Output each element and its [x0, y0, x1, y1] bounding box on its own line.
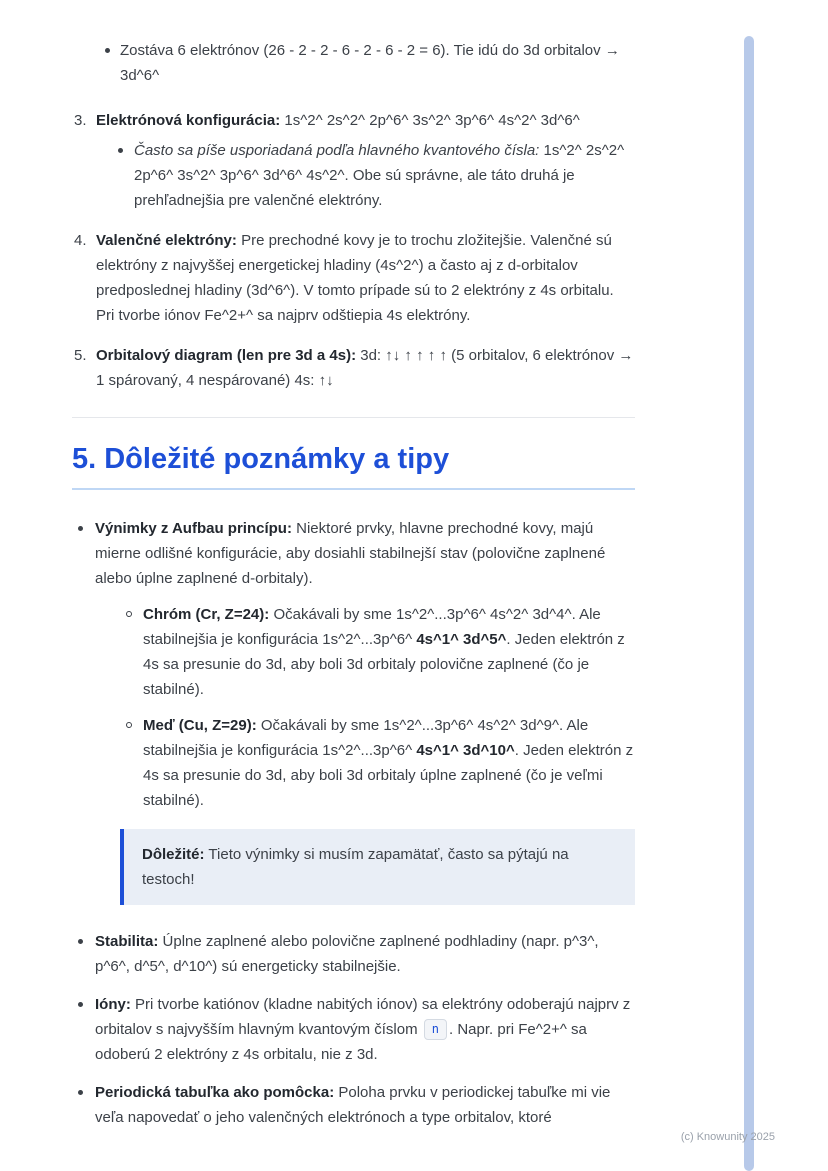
bullet-icon	[78, 1002, 83, 1007]
copyright-watermark: (c) Knowunity 2025	[680, 1131, 775, 1143]
item-number: 3.	[74, 112, 87, 129]
item-text: . Jeden elektrón z 4s sa presunie do 3d, aby boli 3d orbitaly polovične zaplnené (čo je stabilné).	[143, 631, 625, 698]
item-text: 1s^2^ 2s^2^ 2p^6^ 3s^2^ 3p^6^ 4s^2^ 3d^6^	[284, 112, 580, 129]
numbered-item-4	[72, 228, 635, 328]
bullet-icon	[78, 526, 83, 531]
callout-label: Dôležité:	[142, 846, 205, 863]
item-label: Meď (Cu, Z=29):	[143, 717, 257, 734]
bullet-icon	[78, 1090, 83, 1095]
item-bold-config: 4s^1^ 3d^10^	[416, 742, 515, 759]
item-number: 5.	[74, 347, 87, 364]
item-text: 3d: ↑↓ ↑ ↑ ↑ ↑ (5 orbitalov, 6 elektrónov → 1 spárovaný, 4 nespárované) 4s: ↑↓	[96, 347, 634, 389]
numbered-item-5	[72, 343, 635, 393]
callout-text: Tieto výnimky si musím zapamätať, často sa pýtajú na testoch!	[142, 846, 569, 888]
item-text: Niektoré prvky, hlavne prechodné kovy, majú mierne odlišné konfigurácie, aby dosiahli stabilnejší stav (polovične zaplnené alebo úplne zaplnené d-orbitaly).	[95, 520, 606, 587]
section-heading: 5. Dôležité poznámky a tipy	[72, 442, 635, 490]
item-number: 4.	[74, 232, 87, 249]
item-label: Orbitalový diagram (len pre 3d a 4s):	[96, 347, 357, 364]
sub-list-item-med	[95, 713, 635, 813]
item-paragraph	[96, 108, 635, 133]
list-item-tabulka	[72, 1080, 635, 1130]
bullet-icon	[105, 48, 110, 53]
item-text: . Jeden elektrón z 4s sa presunie do 3d, aby boli 3d orbitaly úplne zaplnené (čo je veľmi stabilné).	[143, 742, 634, 809]
item-text: Pri tvorbe katiónov (kladne nabitých iónov) sa elektróny odoberajú najprv z orbitalov s najvyšším hlavným kvantovým číslom	[95, 996, 631, 1038]
numbered-item-3	[72, 108, 635, 213]
sub-list-item-chrom	[95, 602, 635, 702]
list-item-iony	[72, 992, 635, 1067]
item-label: Stabilita:	[95, 933, 159, 950]
document-content	[72, 38, 635, 1143]
inline-code-n: n	[424, 1019, 447, 1040]
item-text: Poloha prvku v periodickej tabuľke mi vie veľa napovedať o jeho valenčných elektrónoch a type orbitalov, ktoré	[95, 1084, 611, 1126]
list-item-stabilita	[72, 929, 635, 979]
item-text: Očakávali by sme 1s^2^...3p^6^ 4s^2^ 3d^4^. Ale stabilnejšia je konfigurácia 1s^2^...3p^6^	[143, 606, 601, 648]
item-label: Periodická tabuľka ako pomôcka:	[95, 1084, 335, 1101]
circle-bullet-icon	[126, 722, 132, 728]
item-label: Výnimky z Aufbau princípu:	[95, 520, 292, 537]
scrollbar-thumb[interactable]	[744, 36, 754, 1171]
item-label: Ióny:	[95, 996, 131, 1013]
list-item	[72, 38, 635, 88]
item-text: . Napr. pri Fe^2+^ sa odoberú 2 elektróny z 4s orbitalu, nie z 3d.	[95, 1021, 587, 1063]
item-text: Úplne zaplnené alebo polovične zaplnené podhladiny (napr. p^3^, p^6^, d^5^, d^10^) sú energeticky stabilnejšie.	[95, 933, 599, 975]
sub-list-item	[96, 138, 635, 213]
bullet-icon	[78, 939, 83, 944]
item-paragraph	[96, 343, 635, 393]
item-paragraph	[96, 228, 635, 328]
list-item-text: Zostáva 6 elektrónov (26 - 2 - 2 - 6 - 2 - 6 - 2 = 6). Tie idú do 3d orbitalov → 3d^6^	[120, 42, 620, 84]
item-text: Očakávali by sme 1s^2^...3p^6^ 4s^2^ 3d^9^. Ale stabilnejšia je konfigurácia 1s^2^...3p^6^	[143, 717, 589, 759]
item-label: Valenčné elektróny:	[96, 232, 237, 249]
item-paragraph	[95, 516, 635, 591]
section-divider	[72, 417, 635, 418]
item-label: Chróm (Cr, Z=24):	[143, 606, 270, 623]
sub-item-text: 1s^2^ 2s^2^ 2p^6^ 3s^2^ 3p^6^ 3d^6^ 4s^2^. Obe sú správne, ale táto druhá je prehľadnejšia pre valenčné elektróny.	[134, 142, 625, 209]
sub-item-italic-label: Často sa píše usporiadaná podľa hlavného kvantového čísla:	[134, 142, 540, 159]
item-bold-config: 4s^1^ 3d^5^	[416, 631, 507, 648]
item-text: Pre prechodné kovy je to trochu zložitejšie. Valenčné sú elektróny z najvyššej energetickej hladiny (4s^2^) a často aj z d-orbitalov predposlednej hladiny (3d^6^). V tomto prípade sú to 2 elektróny z 4s orbitalu. Pri tvorbe iónov Fe^2+^ sa najprv odštiepia 4s elektróny.	[96, 232, 614, 324]
circle-bullet-icon	[126, 611, 132, 617]
important-callout	[120, 829, 635, 905]
bullet-icon	[118, 148, 123, 153]
item-label: Elektrónová konfigurácia:	[96, 112, 281, 129]
list-item-aufbau	[72, 516, 635, 813]
